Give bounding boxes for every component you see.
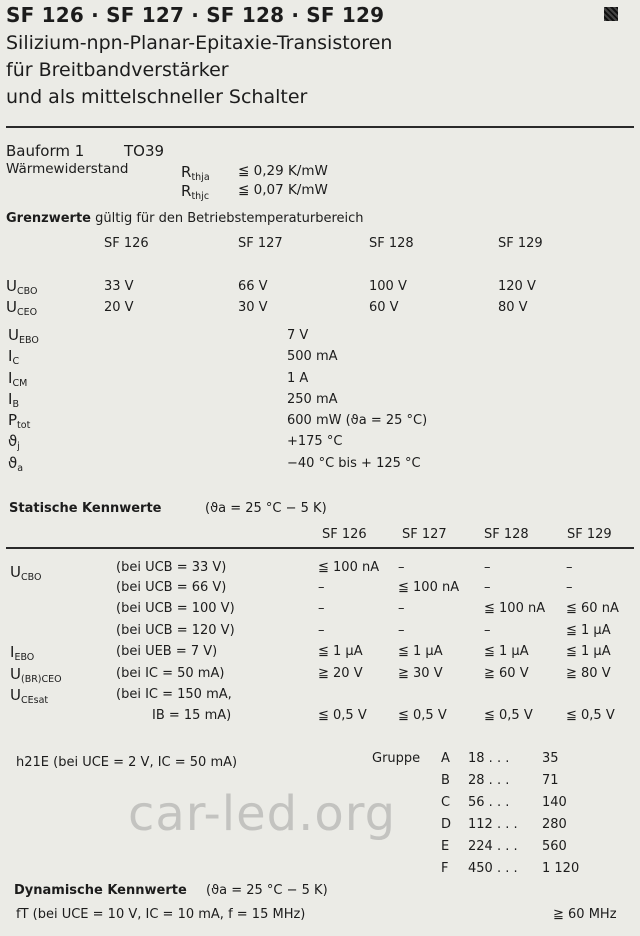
column-header: SF 126 [104,236,149,251]
param-value: +175 °C [287,434,343,449]
dynamische-heading: Dynamische Kennwerte [14,883,187,898]
param-symbol-subscript: tot [17,420,31,431]
thermal-symbol [181,165,210,183]
param-symbol-letter: I [10,643,15,661]
condition: (bei UCB = 100 V) [116,601,235,616]
param-symbol-subscript: CEsat [20,695,49,706]
param-symbol [8,371,27,389]
param-symbol [8,392,19,410]
param-symbol-letter: U [10,686,21,704]
param-value: 120 V [498,279,536,294]
param-symbol-subscript: EBO [14,652,35,663]
param-symbol-letter: ϑ [8,454,18,472]
param-symbol-subscript: (BR)CEO [20,674,62,685]
group-letter: F [441,861,449,876]
scan-corner-mark [604,7,618,21]
column-header: SF 126 [322,527,367,542]
param-value: – [318,601,325,616]
param-value: 7 V [287,328,309,343]
param-value: ≦ 1 µA [566,623,611,638]
header-divider [6,126,634,128]
condition: (bei IC = 50 mA) [116,666,225,681]
param-symbol-subscript: j [17,441,20,452]
param-value: ≧ 30 V [398,666,443,681]
param-symbol-letter: U [6,298,17,316]
param-value: ≦ 0,5 V [484,708,533,723]
param-symbol [8,328,39,346]
group-range: 450 . . . [468,861,518,876]
param-symbol-subscript: CBO [20,572,42,583]
bauform-label: Bauform 1 [6,142,85,160]
condition: IB = 15 mA) [152,708,232,723]
gruppe-label: Gruppe [372,751,421,766]
thermal-value: ≦ 0,07 K/mW [238,182,328,198]
group-range: 18 . . . [468,751,510,766]
param-value: 20 V [104,300,134,315]
param-value: 33 V [104,279,134,294]
param-symbol [6,279,37,297]
param-value: ≦ 1 µA [484,644,529,659]
column-header: SF 128 [484,527,529,542]
param-symbol [6,300,37,318]
param-symbol [8,456,23,474]
grenzwerte-heading [6,212,364,225]
group-max: 71 [542,773,559,788]
param-value: ≦ 0,5 V [318,708,367,723]
param-value: 30 V [238,300,268,315]
param-symbol [8,413,30,431]
condition: (bei UCB = 33 V) [116,560,227,575]
condition: (bei UEB = 7 V) [116,644,218,659]
param-value: – [318,580,325,595]
param-symbol-subscript: EBO [18,335,39,346]
param-value: 250 mA [287,392,338,407]
param-symbol [10,688,48,706]
thermal-symbol-subscript: thja [191,172,210,183]
group-range: 56 . . . [468,795,510,810]
column-header: SF 129 [567,527,612,542]
param-value: ≦ 1 µA [318,644,363,659]
statische-condition: (ϑa = 25 °C − 5 K) [205,501,327,516]
param-value: ≧ 20 V [318,666,363,681]
column-header: SF 127 [238,236,283,251]
param-symbol-subscript: CM [12,378,28,389]
param-value: – [398,560,405,575]
param-symbol-letter: I [8,369,13,387]
page-title: SF 126 · SF 127 · SF 128 · SF 129 [6,3,385,27]
param-value: – [398,601,405,616]
param-value: – [566,580,573,595]
waermewiderstand-label: Wärmewiderstand [6,161,129,177]
param-symbol-subscript: a [17,463,24,474]
group-letter: E [441,839,450,854]
column-header: SF 129 [498,236,543,251]
ft-value: ≧ 60 MHz [553,907,617,922]
subtitle-line-1: Silizium-npn-Planar-Epitaxie-Transistoren [6,32,393,54]
param-value: ≦ 60 nA [566,601,619,616]
thermal-symbol [181,184,209,202]
ft-label: fT (bei UCE = 10 V, IC = 10 mA, f = 15 MHz) [16,907,306,922]
param-symbol [8,349,19,367]
thermal-symbol-letter: R [181,163,192,181]
grenzwerte-heading-rest: gültig für den Betriebstemperaturbereich [91,211,364,226]
statische-heading: Statische Kennwerte [9,501,162,516]
param-value: ≧ 80 V [566,666,611,681]
param-symbol-subscript: B [12,399,19,410]
param-value: ≦ 100 nA [484,601,546,616]
param-value: – [484,623,491,638]
param-symbol-letter: I [8,347,13,365]
param-symbol-letter: U [6,277,17,295]
param-value: – [398,623,405,638]
thermal-value: ≦ 0,29 K/mW [238,163,328,179]
group-range: 28 . . . [468,773,510,788]
package-label: TO39 [124,142,165,160]
group-letter: C [441,795,451,810]
group-range: 112 . . . [468,817,518,832]
param-value: 1 A [287,371,309,386]
param-symbol-subscript: CEO [16,307,38,318]
param-value: – [484,580,491,595]
column-header: SF 128 [369,236,414,251]
param-value: – [318,623,325,638]
statische-divider [6,547,634,549]
param-symbol-letter: I [8,390,13,408]
param-symbol [10,565,41,583]
param-value: – [484,560,491,575]
param-value: ≦ 1 µA [398,644,443,659]
param-symbol-letter: U [10,563,21,581]
param-symbol [10,645,34,663]
param-symbol [8,434,20,452]
subtitle-line-3: und als mittelschneller Schalter [6,86,308,108]
param-value: – [566,560,573,575]
param-value: ≧ 60 V [484,666,529,681]
param-value: ≦ 100 nA [318,560,380,575]
param-value: ≦ 0,5 V [566,708,615,723]
param-value: ≦ 100 nA [398,580,460,595]
param-value: 600 mW (ϑa = 25 °C) [287,413,428,428]
param-symbol [10,667,62,685]
group-letter: D [441,817,452,832]
watermark: car-led.org [128,786,397,842]
param-value: −40 °C bis + 125 °C [287,456,421,471]
dynamische-condition: (ϑa = 25 °C − 5 K) [206,883,328,898]
column-header: SF 127 [402,527,447,542]
group-range: 224 . . . [468,839,518,854]
param-value: ≦ 0,5 V [398,708,447,723]
group-max: 35 [542,751,559,766]
condition: (bei IC = 150 mA, [116,687,232,702]
param-value: ≦ 1 µA [566,644,611,659]
param-value: 80 V [498,300,528,315]
param-value: 500 mA [287,349,338,364]
group-max: 280 [542,817,567,832]
group-max: 1 120 [542,861,580,876]
param-symbol-letter: U [10,665,21,683]
param-symbol-letter: ϑ [8,432,18,450]
condition: (bei UCB = 66 V) [116,580,227,595]
condition: (bei UCB = 120 V) [116,623,235,638]
h21e-label: h21E (bei UCE = 2 V, IC = 50 mA) [16,755,238,770]
param-value: 60 V [369,300,399,315]
group-max: 560 [542,839,567,854]
grenzwerte-heading-bold: Grenzwerte [6,211,91,226]
subtitle-line-2: für Breitbandverstärker [6,59,229,81]
group-max: 140 [542,795,567,810]
thermal-symbol-subscript: thjc [191,191,210,202]
param-symbol-subscript: C [12,356,20,367]
param-symbol-letter: P [8,411,18,429]
thermal-symbol-letter: R [181,182,192,200]
param-value: 66 V [238,279,268,294]
param-symbol-letter: U [8,326,19,344]
group-letter: A [441,751,450,766]
param-symbol-subscript: CBO [16,286,38,297]
param-value: 100 V [369,279,407,294]
group-letter: B [441,773,450,788]
